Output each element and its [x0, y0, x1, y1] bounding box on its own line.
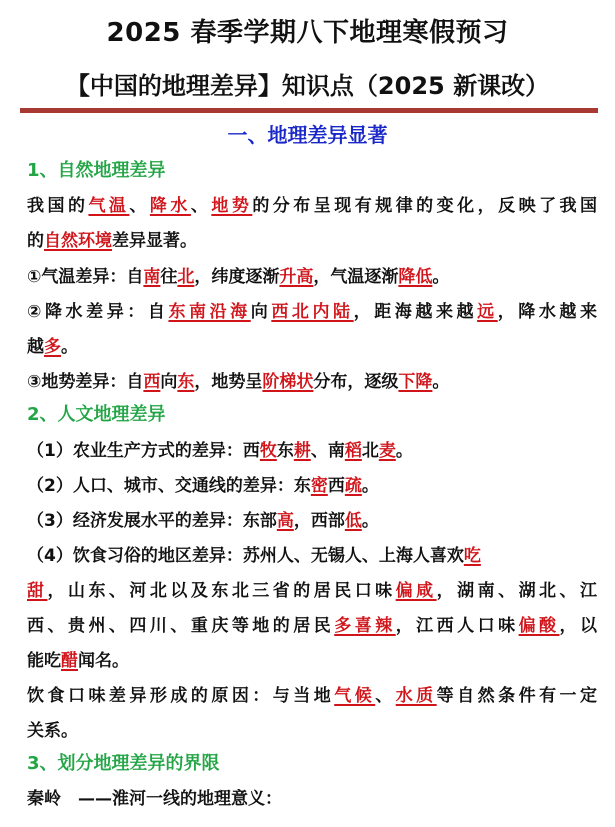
food-custom-line-4: 能吃醋闻名。 — [27, 651, 129, 671]
keyword-natural-environment: 自然环境 — [44, 231, 112, 251]
natural-intro-line-1: 我国的气温、降水、地势的分布呈现有规律的变化，反映了我国 — [27, 196, 598, 216]
agriculture-difference-line: （1）农业生产方式的差异：西牧东耕、南稻北麦。 — [27, 441, 413, 461]
food-reason-line-2: 关系。 — [27, 721, 78, 741]
section-heading: 一、地理差异显著 — [227, 123, 388, 147]
title-divider — [20, 108, 598, 113]
food-custom-line-2: 甜，山东、河北以及东北三省的居民口味偏咸，湖南、湖北、江 — [27, 581, 598, 601]
terrain-difference-line: ③地势差异：自西向东，地势呈阶梯状分布，逐级下降。 — [27, 372, 450, 392]
qinling-huaihe-line: 秦岭 ——淮河一线的地理意义： — [27, 789, 282, 809]
food-reason-line-1: 饮食口味差异形成的原因：与当地气候、水质等自然条件有一定 — [27, 686, 598, 706]
boundary-heading: 3、划分地理差异的界限 — [27, 753, 220, 774]
food-custom-line-1: （4）饮食习俗的地区差异：苏州人、无锡人、上海人喜欢吃 — [27, 546, 481, 566]
population-difference-line: （2）人口、城市、交通线的差异：东密西疏。 — [27, 476, 379, 496]
keyword-temperature: 气温 — [88, 196, 130, 216]
human-geography-heading: 2、人文地理差异 — [27, 404, 166, 425]
keyword-terrain: 地势 — [211, 196, 253, 216]
economy-difference-line: （3）经济发展水平的差异：东部高，西部低。 — [27, 511, 379, 531]
food-custom-line-3: 西、贵州、四川、重庆等地的居民多喜辣，江西人口味偏酸，以 — [27, 616, 598, 636]
precipitation-difference-line-1: ②降水差异：自东南沿海向西北内陆，距海越来越远，降水越来 — [27, 302, 597, 322]
document-title: 2025 春季学期八下地理寒假预习 — [106, 18, 509, 48]
natural-geography-heading: 1、自然地理差异 — [27, 160, 166, 181]
precipitation-difference-line-2: 越多。 — [27, 337, 78, 357]
natural-intro-line-2: 的自然环境差异显著。 — [27, 231, 197, 251]
keyword-precipitation: 降水 — [149, 196, 191, 216]
temperature-difference-line: ①气温差异：自南往北，纬度逐渐升高，气温逐渐降低。 — [27, 267, 450, 287]
document-subtitle: 【中国的地理差异】知识点（2025 新课改） — [65, 72, 550, 100]
